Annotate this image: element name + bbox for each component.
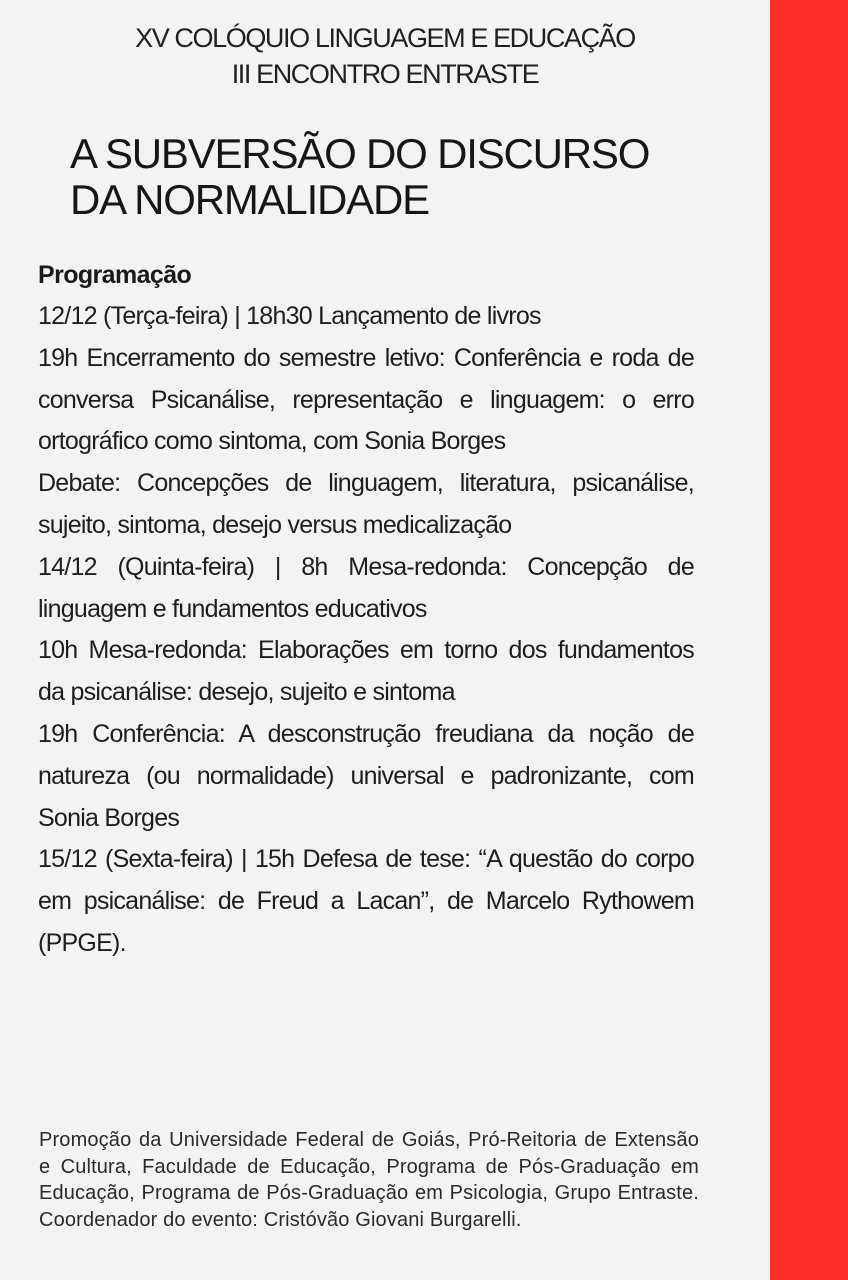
program-item: 19h Conferência: A desconstrução freudiana da noção de natureza (ou normalidade) universal e padronizante, com Sonia Borges (38, 719, 694, 832)
program-item: Debate: Concepções de linguagem, literatura, psicanálise, sujeito, sintoma, desejo versus medicalização (38, 469, 694, 539)
event-name: XV COLÓQUIO LINGUAGEM E EDUCAÇÃO (135, 23, 635, 53)
red-accent-band (770, 0, 848, 1280)
event-subtitle: III ENCONTRO ENTRASTE (231, 59, 539, 89)
credits-footer: Promoção da Universidade Federal de Goiás, Pró-Reitoria de Extensão e Cultura, Faculdade de Educação, Programa de Pós-Graduação em Educação, Programa de Pós-Graduação em Psicologia, Grupo Entraste. Coordenador do evento: Cristóvão Giovani Burgarelli. (39, 1129, 699, 1231)
program-item: 15/12 (Sexta-feira) | 15h Defesa de tese: “A questão do corpo em psicanálise: de Freud a Lacan”, de Marcelo Rythowem (PPGE). (38, 845, 694, 957)
poster-title-line-1: A SUBVERSÃO DO DISCURSO (70, 130, 650, 177)
program-item: 10h Mesa-redonda: Elaborações em torno dos fundamentos da psicanálise: desejo, sujeito e sintoma (38, 636, 694, 707)
poster-title (70, 131, 750, 223)
program-item: 12/12 (Terça-feira) | 18h30 Lançamento de livros (38, 302, 541, 330)
program-list (38, 296, 694, 965)
event-header (0, 20, 770, 92)
program-heading: Programação (38, 261, 192, 289)
poster-title-line-2: DA NORMALIDADE (70, 176, 429, 223)
program-item: 14/12 (Quinta-feira) | 8h Mesa-redonda: Concepção de linguagem e fundamentos educativos (38, 552, 694, 623)
program-section (38, 254, 694, 965)
program-item: 19h Encerramento do semestre letivo: Conferência e roda de conversa Psicanálise, representação e linguagem: o erro ortográfico como sintoma, com Sonia Borges (38, 343, 694, 456)
